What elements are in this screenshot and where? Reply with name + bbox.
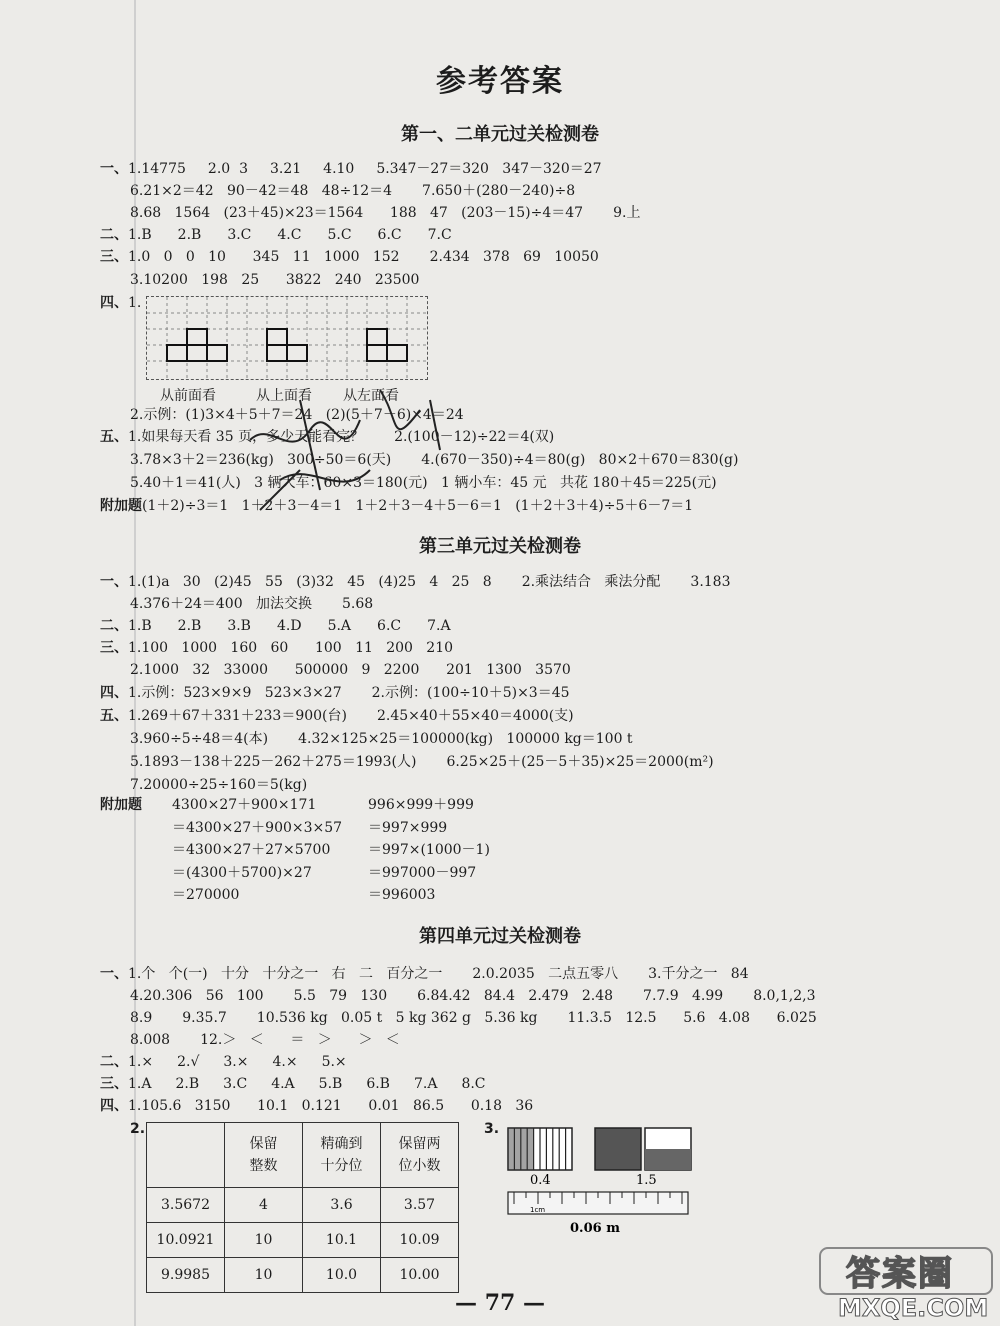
answer-part: (1＋2)÷3＝1 1＋2＋3－4＝1 1＋2＋3－4＋5－6＝1 (1＋2＋3＋4)÷5＋6－7＝1	[142, 498, 694, 514]
answer-part: 1.B	[128, 618, 152, 634]
unit-square-full	[595, 1128, 641, 1170]
handwritten-scribble	[240, 380, 480, 520]
bonus-right-step: ＝997×(1000－1)	[368, 842, 490, 858]
answer-line	[100, 573, 761, 591]
question-number: 四、	[100, 685, 128, 701]
section-heading-2: 第三单元过关检测卷	[419, 536, 581, 557]
answer-part: 4.10	[323, 161, 355, 177]
table-cell: 10.00	[381, 1258, 459, 1293]
question-number: 五、	[100, 708, 128, 724]
answer-part: 7.650＋(280－240)÷8	[422, 183, 576, 199]
answer-line	[100, 617, 477, 635]
table-cell: 10.09	[381, 1223, 459, 1258]
answer-line	[130, 1009, 847, 1027]
figure-value-1: 0.4	[530, 1173, 551, 1188]
answer-part: 2.√	[177, 1054, 200, 1070]
answer-line	[130, 271, 449, 289]
section-heading-3: 第四单元过关检测卷	[419, 926, 581, 947]
bonus-right-step: 996×999＋999	[368, 797, 474, 813]
answer-part: 2.B	[177, 227, 202, 243]
answer-part: 6.C	[377, 618, 402, 634]
answer-line	[130, 753, 744, 771]
answer-part: 4.A	[271, 1076, 295, 1092]
decimal-figure	[500, 1120, 700, 1240]
answer-part: 3.×	[223, 1054, 249, 1070]
answer-part: 4.376＋24＝400 加法交换	[130, 596, 312, 612]
answer-part: 1.(1)a 30 (2)45 55 (3)32 45 (4)25 4 25 8	[128, 574, 492, 590]
rounding-table	[146, 1122, 459, 1293]
half-fill	[645, 1149, 691, 1170]
view-label-top: 从上面看	[256, 388, 312, 404]
answer-part: 8.9	[130, 1010, 153, 1026]
answer-part: 1.	[128, 295, 142, 311]
answer-line	[130, 987, 846, 1005]
bonus-right-step: ＝997×999	[368, 819, 448, 836]
answer-part: 6.B	[366, 1076, 390, 1092]
answer-part: 2.示例：(1)3×4＋5＋7＝24 (2)(5＋7－6)×4＝24	[130, 407, 464, 423]
grid-drawing	[147, 297, 427, 379]
answer-part: 7.A	[413, 1076, 438, 1092]
bonus-label	[100, 796, 142, 814]
table-cell: 9.9985	[147, 1258, 225, 1293]
answer-part: 2.45×40＋55×40＝4000(支)	[376, 708, 574, 724]
answer-part: 3.960÷5÷48＝4(本)	[130, 731, 269, 747]
bonus-left-step: ＝(4300＋5700)×27	[172, 864, 312, 881]
answer-line	[100, 248, 629, 266]
answer-part: 8.68 1564 (23＋45)×23＝1564 188 47 (203－15)÷4＝47	[130, 205, 584, 221]
answer-part: 4.×	[272, 1054, 298, 1070]
answer-part: 8.C	[461, 1076, 486, 1092]
answer-part: 4.D	[276, 618, 302, 634]
answer-part: 7.20000÷25÷160＝5(kg)	[130, 777, 308, 793]
answer-part: 5.C	[327, 227, 352, 243]
answer-part: 6.84.42 84.4 2.479 2.48	[417, 988, 614, 1004]
answer-part: 2.0.2035 二点五零八	[472, 966, 619, 982]
question-number: 一、	[100, 966, 128, 982]
answer-part: 1.A	[128, 1076, 152, 1092]
answer-line	[100, 684, 600, 702]
question-number: 三、	[100, 1076, 128, 1092]
bonus-left-step: ＝4300×27＋27×5700	[172, 842, 331, 858]
table-cell: 3.5672	[147, 1188, 225, 1223]
answer-line	[100, 965, 779, 983]
page-number: — 77 —	[455, 1290, 545, 1316]
answer-part: 3.78×3＋2＝236(kg) 300÷50＝6(天)	[130, 452, 392, 468]
answer-part: 1.0 0 0 10 345 11 1000 152	[128, 249, 400, 265]
table-row	[147, 1223, 459, 1258]
answer-part: 4.C	[277, 227, 302, 243]
bonus-right-step: ＝996003	[368, 887, 436, 903]
table-cell: 10	[225, 1258, 303, 1293]
answer-part: 8.0,1,2,3	[753, 988, 816, 1004]
answer-part: 2.0 3	[207, 161, 248, 177]
answer-line	[130, 730, 663, 748]
bonus-left-step: 4300×27＋900×171	[172, 797, 317, 813]
answer-part: 3.10200 198 25 3822 240 23500	[130, 272, 420, 288]
answer-line	[130, 595, 403, 613]
bonus-left-step: ＝4300×27＋900×3×57	[172, 819, 343, 836]
answer-part: 9.35.7	[182, 1010, 227, 1026]
table-cell: 3.6	[303, 1188, 381, 1223]
question-number: 二、	[100, 1054, 128, 1070]
question-number: 三、	[100, 640, 128, 656]
answer-part: 2.乘法结合 乘法分配	[521, 574, 661, 590]
answer-part: 1.如果每天看 35 页，多少天能看完？	[128, 429, 365, 445]
question-number: 四、	[100, 295, 128, 311]
answer-line	[100, 1075, 510, 1093]
answer-line	[100, 1053, 371, 1071]
answer-part: 4.32×125×25＝100000(kg) 100000 kg＝100 t	[298, 731, 633, 747]
answer-line	[130, 182, 605, 200]
table-row	[147, 1258, 459, 1293]
answer-part: 1.示例：523×9×9 523×3×27	[128, 685, 342, 701]
answer-part: 7.A	[427, 618, 451, 634]
answer-part: 1.100 1000 160 60 100 11 200 210	[128, 640, 454, 656]
answer-part: 2.B	[177, 618, 202, 634]
view-label-left: 从左面看	[343, 388, 399, 404]
question-number: 一、	[100, 161, 128, 177]
table-header-cell: 精确到 十分位	[303, 1123, 381, 1188]
page-title: 参考答案	[436, 64, 564, 99]
table-cell: 3.57	[381, 1188, 459, 1223]
table-row	[147, 1188, 459, 1223]
ruler-label: 0.06 m	[570, 1221, 620, 1236]
question-number: 四、	[100, 1098, 128, 1114]
table-header-cell	[147, 1123, 225, 1188]
answer-line	[130, 776, 337, 794]
table-header-row	[147, 1123, 459, 1188]
answer-line	[100, 160, 624, 178]
answer-part: 3.千分之一 84	[648, 966, 749, 982]
table-cell: 4	[225, 1188, 303, 1223]
answer-part: 8.008	[130, 1032, 171, 1048]
answer-part: 6.25×25＋(25－5＋35)×25＝2000(m²)	[446, 754, 714, 770]
answer-part: 4.(670－350)÷4＝80(g) 80×2＋670＝830(g)	[421, 452, 739, 468]
answer-line	[100, 226, 478, 244]
table-header-cell: 保留两 位小数	[381, 1123, 459, 1188]
table-cell: 10.0	[303, 1258, 381, 1293]
answer-part: 6.C	[377, 227, 402, 243]
table-cell: 10.0921	[147, 1223, 225, 1258]
answer-line	[130, 204, 670, 222]
answer-part: 1.105.6 3150 10.1 0.121 0.01 86.5 0.18 36	[128, 1098, 534, 1114]
answer-part: 3.C	[223, 1076, 248, 1092]
answer-part: 1.269＋67＋331＋233＝900(台)	[128, 708, 347, 724]
answer-part: 3.183	[690, 574, 731, 590]
answer-line	[100, 1097, 563, 1115]
answer-part: 1.×	[128, 1054, 154, 1070]
answer-part: 5.347－27＝320 347－320＝27	[376, 161, 602, 177]
bonus-left-step: ＝270000	[172, 887, 240, 903]
question-number: 五、	[100, 429, 128, 445]
bonus-prefix: 附加题	[100, 797, 142, 813]
view-grid-figure	[146, 296, 428, 380]
table-label: 2.	[130, 1121, 146, 1137]
answer-part: 5.5 79 130	[293, 988, 388, 1004]
answer-part: 11.3.5 12.5 5.6 4.08 6.025	[567, 1010, 817, 1026]
answer-part: 5.A	[327, 618, 352, 634]
answer-part: 2.B	[175, 1076, 200, 1092]
answer-part: 6.21×2＝42 90－42＝48 48÷12＝4	[130, 183, 393, 199]
answer-part: 2.(100－12)÷22＝4(双)	[394, 429, 555, 445]
section-heading-1: 第一、二单元过关检测卷	[401, 124, 599, 145]
answer-part: 10.536 kg 0.05 t 5 kg 362 g 5.36 kg	[256, 1010, 538, 1026]
answer-part: 5.40＋1＝41(人) 3 辆大车：60×3＝180(元) 1 辆小车：45 元 共花 180＋45＝225(元)	[130, 475, 717, 491]
answer-line	[130, 1031, 430, 1049]
question-number: 三、	[100, 249, 128, 265]
answer-part: 2.示例：(100÷10＋5)×3＝45	[371, 685, 570, 701]
watermark-url: MXQE.COM	[838, 1294, 989, 1322]
answer-part: 3.C	[227, 227, 252, 243]
answer-part: 12.＞ ＜ ＝ ＞ ＞ ＜	[200, 1032, 400, 1048]
answer-part: 5.1893－138＋225－262＋275＝1993(人)	[130, 754, 417, 770]
figure3-label: 3.	[484, 1121, 500, 1137]
table-header-cell: 保留 整数	[225, 1123, 303, 1188]
answer-line	[130, 661, 601, 679]
table-cell: 10	[225, 1223, 303, 1258]
tenths-fill	[508, 1128, 534, 1170]
answer-line	[100, 639, 483, 657]
view-label-front: 从前面看	[160, 388, 216, 404]
question-number: 一、	[100, 574, 128, 590]
answer-part: 7.7.9 4.99	[643, 988, 724, 1004]
answer-part: 4.20.306 56 100	[130, 988, 264, 1004]
question-number: 二、	[100, 227, 128, 243]
answer-part: 7.C	[427, 227, 452, 243]
answer-part: 1.个 个(一) 十分 十分之一 右 二 百分之一	[128, 966, 443, 982]
watermark-text: 答案圈	[846, 1254, 954, 1294]
answer-part: 3.B	[227, 618, 251, 634]
answer-part: 9.上	[613, 205, 641, 221]
ruler-unit: 1cm	[530, 1206, 546, 1214]
answer-part: 5.B	[318, 1076, 343, 1092]
answer-part: 3.21	[269, 161, 302, 177]
answer-part: 5.×	[321, 1054, 347, 1070]
answer-part: 5.68	[341, 596, 374, 612]
answer-line	[100, 707, 604, 725]
answer-part: 2.434 378 69 10050	[429, 249, 599, 265]
table-cell: 10.1	[303, 1223, 381, 1258]
answer-part: 1.14775	[128, 161, 186, 177]
answer-part: 1.B	[128, 227, 152, 243]
figure-value-2: 1.5	[636, 1173, 657, 1188]
answer-part: 2.1000 32 33000 500000 9 2200 201 1300 3570	[130, 662, 571, 678]
question-number: 附加题	[100, 498, 142, 514]
bonus-right-step: ＝997000－997	[368, 864, 477, 881]
question-number: 二、	[100, 618, 128, 634]
